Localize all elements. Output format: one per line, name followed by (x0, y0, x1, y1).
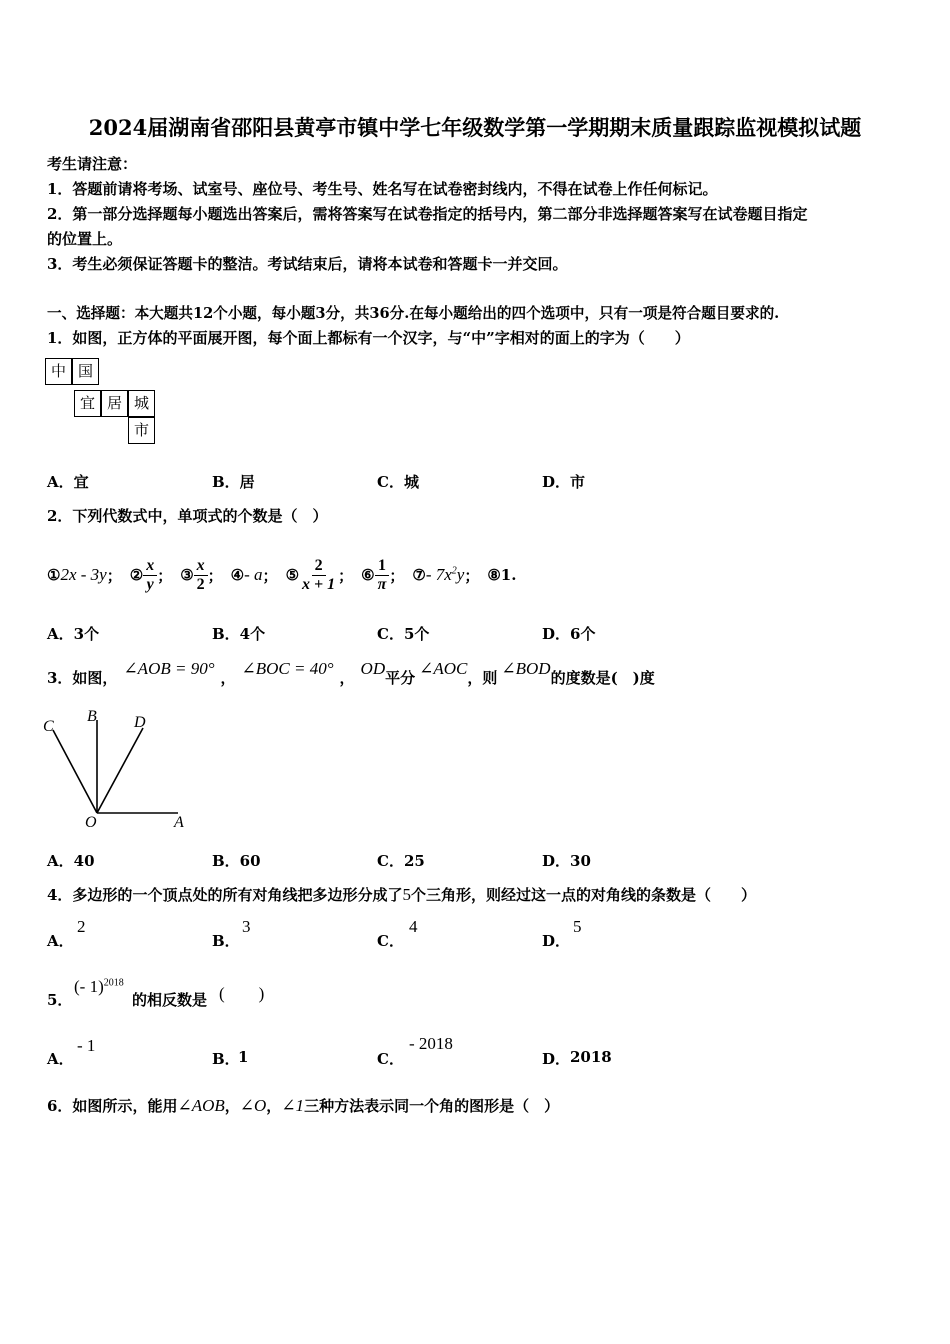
expr-2: $\frac{x}{y}$ (143, 557, 157, 594)
q3-angle-boc: ∠BOC = 40° (241, 659, 334, 678)
expr-marker: ② (129, 566, 144, 584)
question-4-option-c-value: 4 (409, 917, 418, 936)
notice-item-3: 3．考生必须保证答题卡的整洁。考试结束后，请将本试卷和答题卡一并交回。 (47, 255, 568, 273)
expr-7: - $7x^2y$ (425, 565, 465, 584)
question-5-power: (- 1)$^{2018}$ (74, 977, 124, 996)
q6-comma: ， (224, 1097, 240, 1115)
net-cell: 城 (128, 390, 155, 417)
question-1-option-a: A．宜 (47, 473, 89, 491)
expr-marker: ⑧ (487, 566, 501, 584)
q3-ask: 的度数是( )度 (550, 668, 655, 687)
question-5-option-d-letter: D． (542, 1050, 571, 1068)
question-4-stem (47, 884, 756, 905)
expr-1: 2x - 3y (60, 565, 107, 584)
expr-sep: ； (389, 566, 405, 585)
expr-sep: ； (262, 566, 278, 585)
expr-marker: ⑥ (361, 566, 375, 584)
label-c: C (43, 718, 54, 735)
question-1-option-b: B．居 (212, 473, 255, 491)
net-cell: 国 (72, 358, 99, 385)
question-3-option-b: B．60 (212, 852, 261, 870)
question-3-stem (47, 660, 655, 694)
expr-marker: ⑤ (285, 566, 300, 584)
question-5-option-a-value: - 1 (77, 1036, 96, 1055)
question-5-stem: 的相反数是 (132, 991, 208, 1009)
expr-8: 1. (500, 566, 517, 584)
expr-marker: ① (47, 566, 61, 584)
expr-sep: ； (338, 566, 354, 585)
q3-comma: ， (220, 668, 236, 687)
q6-angle-1: ∠1 (281, 1096, 305, 1115)
angle-figure (40, 708, 195, 833)
notice-item-2-cont: 的位置上。 (47, 230, 123, 248)
expr-marker: ④ (230, 566, 245, 584)
q4-stem-b: 个三角形，则经过这一点的对角线的条数是（ ） (410, 886, 756, 904)
question-1-stem: 1．如图，正方体的平面展开图，每个面上都标有一个汉字，与“中”字相对的面上的字为（ ） (47, 329, 690, 347)
q3-angle-aob: ∠AOB = 90° (123, 659, 215, 678)
question-4-option-d-value: 5 (573, 917, 582, 936)
net-cell: 市 (128, 417, 155, 444)
question-2-option-c: C．5个 (377, 625, 430, 643)
question-5-number: 5． (47, 991, 73, 1009)
question-1-option-d: D．市 (542, 473, 586, 491)
net-cell: 中 (45, 358, 72, 385)
section-heading: 一、选择题：本大题共12个小题，每小题3分，共36分.在每小题给出的四个选项中，只有一项是符合题目要求的. (47, 305, 780, 322)
label-d: D (134, 714, 146, 731)
question-5-option-c-letter: C． (377, 1050, 404, 1068)
net-cell: 宜 (74, 390, 101, 417)
question-4-option-b-value: 3 (242, 917, 251, 936)
expr-sep: ； (464, 566, 480, 585)
expr-sep: ； (106, 566, 122, 585)
question-4-option-c-letter: C． (377, 932, 404, 950)
q4-num: 5 (402, 885, 411, 904)
question-2-stem: 2．下列代数式中，单项式的个数是（ ） (47, 507, 328, 525)
expr-6: $\frac{1}{\pi}$ (375, 557, 390, 594)
question-1-option-c: C．城 (377, 473, 419, 491)
q3-angle-aoc: ∠AOC (419, 659, 468, 678)
label-b: B (87, 708, 97, 725)
q3-then: ，则 (467, 668, 498, 687)
question-4-option-a-value: 2 (77, 917, 86, 936)
notice-item-1: 1．答题前请将考场、试室号、座位号、考生号、姓名写在试卷密封线内，不得在试卷上作任何标记。 (47, 180, 718, 198)
angle-rays (40, 708, 195, 833)
q6-suffix: 三种方法表示同一个角的图形是（ ） (304, 1097, 560, 1115)
page-title: 2024届湖南省邵阳县黄亭市镇中学七年级数学第一学期期末质量跟踪监视模拟试题 (88, 115, 862, 140)
q3-angle-bod: ∠BOD (501, 659, 551, 678)
notice-heading: 考生请注意： (47, 155, 138, 173)
question-2-option-d: D．6个 (542, 625, 596, 643)
q6-angle-aob: ∠AOB (177, 1096, 225, 1115)
question-4-option-a-letter: A． (47, 932, 74, 950)
q4-stem-a: 4．多边形的一个顶点处的所有对角线把多边形分成了 (47, 886, 403, 904)
q3-comma: ， (339, 668, 355, 687)
question-5-paren: ( ) (219, 984, 265, 1003)
label-o: O (85, 814, 97, 831)
expr-3: $\frac{x}{2}$ (194, 557, 208, 594)
label-a: A (174, 814, 184, 831)
q3-bisects: 平分 (385, 668, 416, 687)
question-4-option-b-letter: B． (212, 932, 240, 950)
q3-od: OD (360, 659, 386, 678)
expr-marker: ③ (180, 566, 194, 584)
question-5-option-b-letter: B． (212, 1050, 240, 1068)
net-cell: 居 (101, 390, 128, 417)
q3-prefix: 3．如图， (47, 668, 118, 687)
expr-5: $\frac{2}{x + 1}$ (302, 556, 336, 593)
question-3-option-d: D．30 (542, 852, 591, 870)
question-2-option-a: A．3个 (47, 625, 100, 643)
q6-comma: ， (266, 1097, 282, 1115)
expr-4: - a (244, 565, 263, 584)
expr-marker: ⑦ (412, 566, 426, 584)
q6-angle-o: ∠O (239, 1096, 267, 1115)
question-5-option-c-value: - 2018 (409, 1034, 453, 1053)
question-2-option-b: B．4个 (212, 625, 266, 643)
expr-sep: ； (207, 566, 223, 585)
question-2-expressions (47, 540, 516, 610)
question-4-option-d-letter: D． (542, 932, 571, 950)
notice-item-2: 2．第一部分选择题每小题选出答案后，需将答案写在试卷指定的括号内，第二部分非选择题答案写在试卷题目指定 (47, 205, 808, 223)
question-5-option-b-value: 1 (238, 1048, 249, 1066)
question-3-option-a: A．40 (47, 852, 95, 870)
question-6-stem (47, 1095, 559, 1116)
cube-net-figure (45, 358, 160, 450)
q6-prefix: 6．如图所示，能用 (47, 1097, 178, 1115)
question-3-option-c: C．25 (377, 852, 425, 870)
question-5-option-a-letter: A． (47, 1050, 74, 1068)
question-5-option-d-value: 2018 (570, 1048, 612, 1066)
expr-sep: ； (157, 566, 173, 585)
